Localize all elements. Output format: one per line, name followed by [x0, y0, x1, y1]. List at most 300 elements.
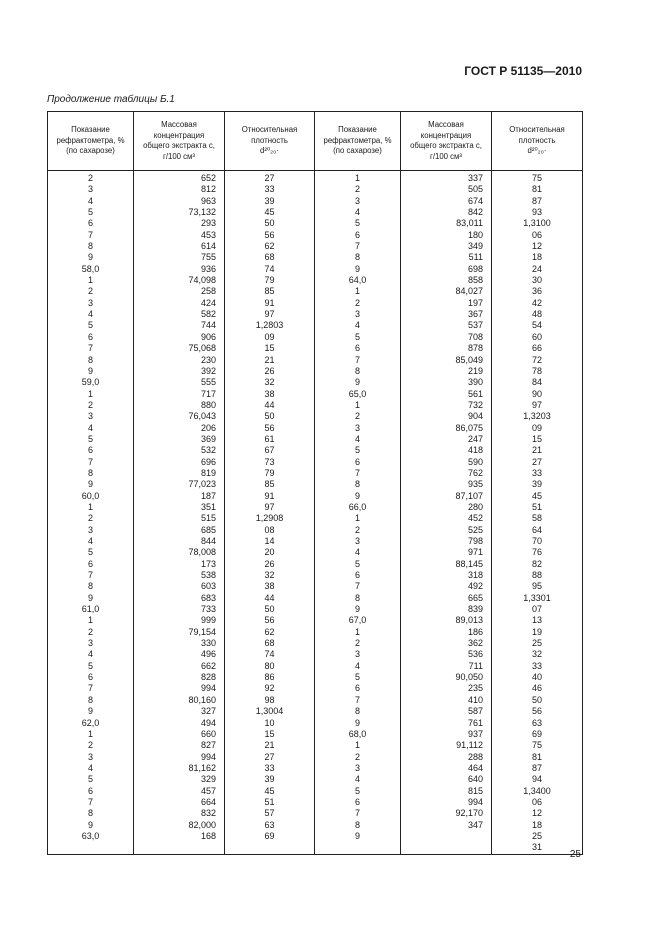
table-cell: 50 — [264, 604, 275, 615]
table-cell: 69 — [531, 728, 542, 739]
table-cell: 5 — [87, 207, 93, 218]
table-cell: 81 — [531, 751, 542, 762]
table-cell: 8 — [354, 592, 360, 603]
table-cell: 2 — [87, 513, 93, 524]
table-cell: 424 — [200, 297, 216, 308]
table-cell: 91 — [264, 297, 275, 308]
table-cell: 1,2908 — [255, 513, 284, 524]
table-cell: 330 — [200, 638, 216, 649]
table-cell: 40 — [531, 672, 542, 683]
table-cell: 660 — [200, 728, 216, 739]
table-cell: 5 — [354, 445, 360, 456]
table-cell: 56 — [264, 422, 275, 433]
table-cell: 45 — [264, 785, 275, 796]
table-header-row — [48, 112, 583, 171]
table-cell: 1 — [87, 501, 93, 512]
table-cell: 3 — [87, 524, 93, 535]
table-cell: 39 — [264, 195, 275, 206]
table-cell: 7 — [87, 796, 93, 807]
table-cell: 30 — [531, 275, 542, 286]
table-cell: 1 — [354, 173, 360, 183]
table-cell: 587 — [467, 706, 483, 717]
table-cell: 09 — [531, 422, 542, 433]
column-density-right — [492, 171, 583, 855]
table-cell: 4 — [87, 649, 93, 660]
table-cell: 452 — [467, 513, 483, 524]
table-cell: 8 — [87, 808, 93, 819]
table-cell: 56 — [264, 229, 275, 240]
table-cell: 21 — [264, 740, 275, 751]
table-cell: 362 — [467, 638, 483, 649]
table-cell: 60,0 — [81, 490, 100, 501]
table-cell: 180 — [467, 229, 483, 240]
table-cell: 98 — [264, 694, 275, 705]
table-cell: 85 — [264, 286, 275, 297]
table-cell: 68,0 — [348, 728, 367, 739]
table-cell: 19 — [531, 626, 542, 637]
table-cell: 762 — [467, 467, 483, 478]
table-cell: 664 — [200, 796, 216, 807]
table-cell: 258 — [200, 286, 216, 297]
document-header: ГОСТ Р 51135—2010 — [464, 64, 582, 78]
table-cell: 186 — [467, 626, 483, 637]
table-cell: 7 — [354, 808, 360, 819]
table-cell: 6 — [354, 796, 360, 807]
table-cell: 4 — [354, 547, 360, 558]
header-density-right: Относительная плотность d²⁰₂₀· — [492, 112, 583, 171]
table-cell: 50 — [531, 694, 542, 705]
table-cell: 67,0 — [348, 615, 367, 626]
table-cell: 63,0 — [81, 830, 100, 841]
table-cell: 18 — [531, 819, 542, 830]
table-cell: 86,075 — [455, 422, 483, 433]
table-cell: 8 — [87, 354, 93, 365]
table-cell: 3 — [87, 751, 93, 762]
table-cell: 62 — [264, 241, 275, 252]
table-cell: 351 — [200, 501, 216, 512]
table-cell: 67 — [264, 445, 275, 456]
table-cell: 410 — [467, 694, 483, 705]
table-cell: 496 — [200, 649, 216, 660]
table-cell: 7 — [354, 581, 360, 592]
table-cell: 683 — [200, 592, 216, 603]
table-cell: 732 — [467, 399, 483, 410]
table-cell: 349 — [467, 241, 483, 252]
table-cell: 708 — [467, 331, 483, 342]
table-body-row — [48, 171, 583, 855]
table-cell: 2 — [354, 184, 360, 195]
table-cell: 27 — [531, 456, 542, 467]
table-cell: 347 — [467, 819, 483, 830]
table-cell: 761 — [467, 717, 483, 728]
table-cell: 733 — [200, 604, 216, 615]
table-cell: 1 — [87, 388, 93, 399]
table-cell: 45 — [264, 207, 275, 218]
table-cell: 674 — [467, 195, 483, 206]
table-cell: 4 — [354, 320, 360, 331]
table-cell: 86 — [264, 672, 275, 683]
table-cell: 9 — [87, 252, 93, 263]
table-cell: 937 — [467, 728, 483, 739]
table-cell: 1,3301 — [523, 592, 551, 603]
table-cell: 652 — [200, 173, 216, 183]
table-cell: 4 — [354, 207, 360, 218]
table-cell: 3 — [354, 649, 360, 660]
table-cell: 1 — [354, 399, 360, 410]
table-cell: 82,000 — [188, 819, 216, 830]
table-cell: 904 — [467, 411, 483, 422]
table-cell: 369 — [200, 433, 216, 444]
table-cell: 815 — [467, 785, 483, 796]
table-cell: 2 — [87, 399, 93, 410]
table-cell: 2 — [354, 638, 360, 649]
table-cell: 839 — [467, 604, 483, 615]
table-cell: 1,3400 — [523, 785, 551, 796]
table-cell: 247 — [467, 433, 483, 444]
table-cell: 614 — [200, 241, 216, 252]
table-cell: 457 — [200, 785, 216, 796]
table-cell: 2 — [87, 286, 93, 297]
table-cell: 3 — [354, 195, 360, 206]
table-cell: 755 — [200, 252, 216, 263]
table-cell: 9 — [354, 717, 360, 728]
table-cell: 5 — [354, 672, 360, 683]
table-cell: 390 — [467, 377, 483, 388]
table-cell: 999 — [200, 615, 216, 626]
table-cell: 880 — [200, 399, 216, 410]
table-cell: 95 — [531, 581, 542, 592]
table-cell: 48 — [531, 309, 542, 320]
table-cell: 906 — [200, 331, 216, 342]
table-cell: 858 — [467, 275, 483, 286]
table-cell: 744 — [200, 320, 216, 331]
table-cell: 8 — [87, 581, 93, 592]
table-caption: Продолжение таблицы Б.1 — [47, 94, 175, 105]
table-cell: 1,3004 — [255, 706, 284, 717]
table-cell: 74 — [264, 263, 275, 274]
table-cell: 6 — [354, 570, 360, 581]
table-cell: 63 — [264, 819, 275, 830]
table-cell: 717 — [200, 388, 216, 399]
table-cell: 971 — [467, 547, 483, 558]
header-concentration-left: Массовая концентрация общего экстракта c, г/100 см³ — [134, 112, 225, 171]
table-cell: 92 — [264, 683, 275, 694]
table-cell: 1 — [354, 286, 360, 297]
table-cell: 538 — [200, 570, 216, 581]
table-cell: 2 — [87, 740, 93, 751]
table-cell: 25 — [531, 638, 542, 649]
table-cell: 288 — [467, 751, 483, 762]
table-cell: 327 — [200, 706, 216, 717]
table-cell: 878 — [467, 343, 483, 354]
table-cell: 696 — [200, 456, 216, 467]
table-cell: 662 — [200, 660, 216, 671]
column-density-left — [225, 171, 315, 855]
table-cell: 173 — [200, 558, 216, 569]
table-cell: 392 — [200, 365, 216, 376]
table-cell: 51 — [264, 796, 275, 807]
table-cell: 6 — [354, 683, 360, 694]
table-cell: 15 — [531, 433, 542, 444]
table-cell: 72 — [531, 354, 542, 365]
table-cell: 66 — [531, 343, 542, 354]
table-cell: 14 — [264, 536, 275, 546]
table-cell: 32 — [531, 649, 542, 660]
table-cell: 32 — [264, 377, 275, 388]
table-cell: 61,0 — [81, 604, 100, 615]
table-cell: 38 — [264, 581, 275, 592]
table-cell: 9 — [87, 819, 93, 830]
table-cell: 84,027 — [455, 286, 483, 297]
table-cell: 4 — [354, 774, 360, 785]
table-cell: 337 — [467, 173, 483, 183]
table-cell: 8 — [354, 819, 360, 830]
table-cell: 293 — [200, 218, 216, 229]
table-cell: 84 — [531, 377, 542, 388]
table-cell: 6 — [354, 343, 360, 354]
table-cell: 75,068 — [188, 343, 216, 354]
table-cell: 1,3100 — [523, 218, 551, 229]
table-cell: 9 — [354, 490, 360, 501]
table-cell: 93 — [531, 207, 542, 218]
table-cell: 9 — [354, 263, 360, 274]
table-cell: 532 — [200, 445, 216, 456]
table-cell: 74,098 — [188, 275, 216, 286]
table-cell: 24 — [531, 263, 542, 274]
table-cell: 9 — [354, 830, 360, 841]
table-cell: 60 — [531, 331, 542, 342]
table-cell: 78,008 — [188, 547, 216, 558]
table-cell: 935 — [467, 479, 483, 490]
table-cell: 1 — [87, 728, 93, 739]
table-cell: 79 — [264, 275, 275, 286]
table-cell: 515 — [200, 513, 216, 524]
table-cell: 4 — [87, 309, 93, 320]
table-cell: 33 — [264, 184, 275, 195]
table-cell: 329 — [200, 774, 216, 785]
table-cell: 7 — [354, 694, 360, 705]
table-cell: 187 — [200, 490, 216, 501]
table-cell: 219 — [467, 365, 483, 376]
table-cell: 76,043 — [188, 411, 216, 422]
table-cell: 832 — [200, 808, 216, 819]
table-cell: 44 — [264, 399, 275, 410]
table-cell: 21 — [264, 354, 275, 365]
table-cell: 3 — [354, 422, 360, 433]
table-cell: 367 — [467, 309, 483, 320]
table-cell: 206 — [200, 422, 216, 433]
table-cell: 59,0 — [81, 377, 100, 388]
table-cell: 994 — [200, 751, 216, 762]
table-cell: 42 — [531, 297, 542, 308]
table-cell: 3 — [354, 309, 360, 320]
table-cell: 6 — [87, 785, 93, 796]
table-cell: 6 — [354, 456, 360, 467]
header-concentration-right: Массовая концентрация общего экстракта c, г/100 см³ — [401, 112, 492, 171]
table-cell: 70 — [531, 536, 542, 546]
table-cell: 994 — [467, 796, 483, 807]
table-cell: 79,154 — [188, 626, 216, 637]
table-cell: 82 — [531, 558, 542, 569]
table-cell: 8 — [354, 365, 360, 376]
table-cell: 90 — [531, 388, 542, 399]
table-cell: 08 — [264, 524, 275, 535]
table-cell: 9 — [87, 365, 93, 376]
table-cell: 603 — [200, 581, 216, 592]
table-cell: 197 — [467, 297, 483, 308]
column-refractometer-left — [48, 171, 134, 855]
table-cell: 536 — [467, 649, 483, 660]
table-cell: 20 — [264, 547, 275, 558]
table-cell: 73 — [264, 456, 275, 467]
header-density-left: Относительная плотность d²⁰₂₀· — [225, 112, 315, 171]
header-refractometer-left: Показание рефрактометра, % (по сахарозе) — [48, 112, 134, 171]
table-cell: 46 — [531, 683, 542, 694]
table-cell: 94 — [531, 774, 542, 785]
table-cell: 280 — [467, 501, 483, 512]
table-cell: 9 — [87, 706, 93, 717]
table-cell: 4 — [354, 433, 360, 444]
table-cell: 66,0 — [348, 501, 367, 512]
table-cell: 75 — [531, 173, 542, 183]
table-cell: 87 — [531, 195, 542, 206]
table-cell: 85,049 — [455, 354, 483, 365]
table-cell: 2 — [354, 751, 360, 762]
table-cell: 56 — [531, 706, 542, 717]
table-cell: 230 — [200, 354, 216, 365]
table-cell: 5 — [354, 785, 360, 796]
table-cell: 39 — [531, 479, 542, 490]
table-cell: 318 — [467, 570, 483, 581]
table-cell: 97 — [264, 501, 275, 512]
table-cell: 665 — [467, 592, 483, 603]
table-cell: 5 — [87, 320, 93, 331]
table-cell: 418 — [467, 445, 483, 456]
table-cell: 2 — [87, 626, 93, 637]
table-cell: 828 — [200, 672, 216, 683]
table-cell: 06 — [531, 229, 542, 240]
table-cell: 88 — [531, 570, 542, 581]
table-cell: 85 — [264, 479, 275, 490]
table-cell: 13 — [531, 615, 542, 626]
table-cell: 698 — [467, 263, 483, 274]
table-cell: 50 — [264, 411, 275, 422]
table-cell: 168 — [200, 830, 216, 841]
table-cell: 5 — [87, 547, 93, 558]
table-cell: 25 — [531, 830, 542, 841]
column-concentration-left — [134, 171, 225, 855]
table-cell: 44 — [264, 592, 275, 603]
table-cell: 90,050 — [455, 672, 483, 683]
table-cell: 76 — [531, 547, 542, 558]
table-cell: 1,2803 — [255, 320, 284, 331]
table-cell: 3 — [354, 536, 360, 546]
table-cell: 77,023 — [188, 479, 216, 490]
table-cell: 33 — [531, 660, 542, 671]
table-cell: 81 — [531, 184, 542, 195]
table-cell: 4 — [87, 195, 93, 206]
table-cell: 1,3203 — [523, 411, 551, 422]
table-cell: 57 — [264, 808, 275, 819]
table-cell: 50 — [264, 218, 275, 229]
table-cell: 3 — [87, 411, 93, 422]
table-cell: 5 — [354, 218, 360, 229]
table-cell: 555 — [200, 377, 216, 388]
table-cell: 9 — [87, 592, 93, 603]
table-cell: 7 — [87, 456, 93, 467]
table-cell: 80 — [264, 660, 275, 671]
table-cell: 39 — [264, 774, 275, 785]
table-cell: 8 — [354, 252, 360, 263]
table-cell: 81,162 — [188, 762, 216, 773]
table-cell: 36 — [531, 286, 542, 297]
table-cell: 15 — [264, 343, 275, 354]
table-cell: 7 — [354, 467, 360, 478]
table-cell: 91 — [264, 490, 275, 501]
table-cell: 5 — [354, 331, 360, 342]
table-cell: 844 — [200, 536, 216, 546]
header-refractometer-right: Показание рефрактометра, % (по сахарозе) — [315, 112, 401, 171]
table-cell: 2 — [354, 411, 360, 422]
table-cell: 842 — [467, 207, 483, 218]
table-cell: 21 — [531, 445, 542, 456]
table-cell: 525 — [467, 524, 483, 535]
table-cell: 73,132 — [188, 207, 216, 218]
table-cell: 83,011 — [456, 218, 483, 229]
table-cell: 7 — [354, 241, 360, 252]
table-cell: 91,112 — [456, 740, 483, 751]
table-cell: 453 — [200, 229, 216, 240]
table-cell: 936 — [200, 263, 216, 274]
table-cell: 1 — [354, 740, 360, 751]
table-cell: 07 — [531, 604, 542, 615]
table-cell: 58,0 — [81, 263, 100, 274]
table-cell: 27 — [264, 751, 275, 762]
table-cell: 65,0 — [348, 388, 367, 399]
table-cell: 827 — [200, 740, 216, 751]
table-cell: 492 — [467, 581, 483, 592]
table-cell: 4 — [87, 762, 93, 773]
table-cell: 8 — [87, 241, 93, 252]
table-cell: 4 — [87, 536, 93, 546]
table-cell: 33 — [264, 762, 275, 773]
table-cell: 79 — [264, 467, 275, 478]
table-cell: 87,107 — [455, 490, 483, 501]
table-cell: 51 — [531, 501, 542, 512]
table-cell: 80,160 — [188, 694, 216, 705]
table-cell: 56 — [264, 615, 275, 626]
table-cell: 12 — [531, 808, 542, 819]
table-cell: 511 — [468, 252, 483, 263]
table-cell: 61 — [264, 433, 275, 444]
table-cell: 92,170 — [455, 808, 483, 819]
table-cell: 1 — [354, 513, 360, 524]
table-cell: 54 — [531, 320, 542, 331]
table-cell: 62 — [264, 626, 275, 637]
table-cell: 09 — [264, 331, 275, 342]
table-cell: 537 — [467, 320, 483, 331]
table-cell: 9 — [87, 479, 93, 490]
table-cell: 8 — [354, 479, 360, 490]
table-cell: 5 — [87, 774, 93, 785]
table-cell: 590 — [467, 456, 483, 467]
table-cell: 12 — [531, 241, 542, 252]
table-cell: 10 — [264, 717, 275, 728]
table-cell: 26 — [264, 558, 275, 569]
table-cell: 33 — [531, 467, 542, 478]
table-cell: 9 — [354, 604, 360, 615]
table-cell: 8 — [87, 467, 93, 478]
